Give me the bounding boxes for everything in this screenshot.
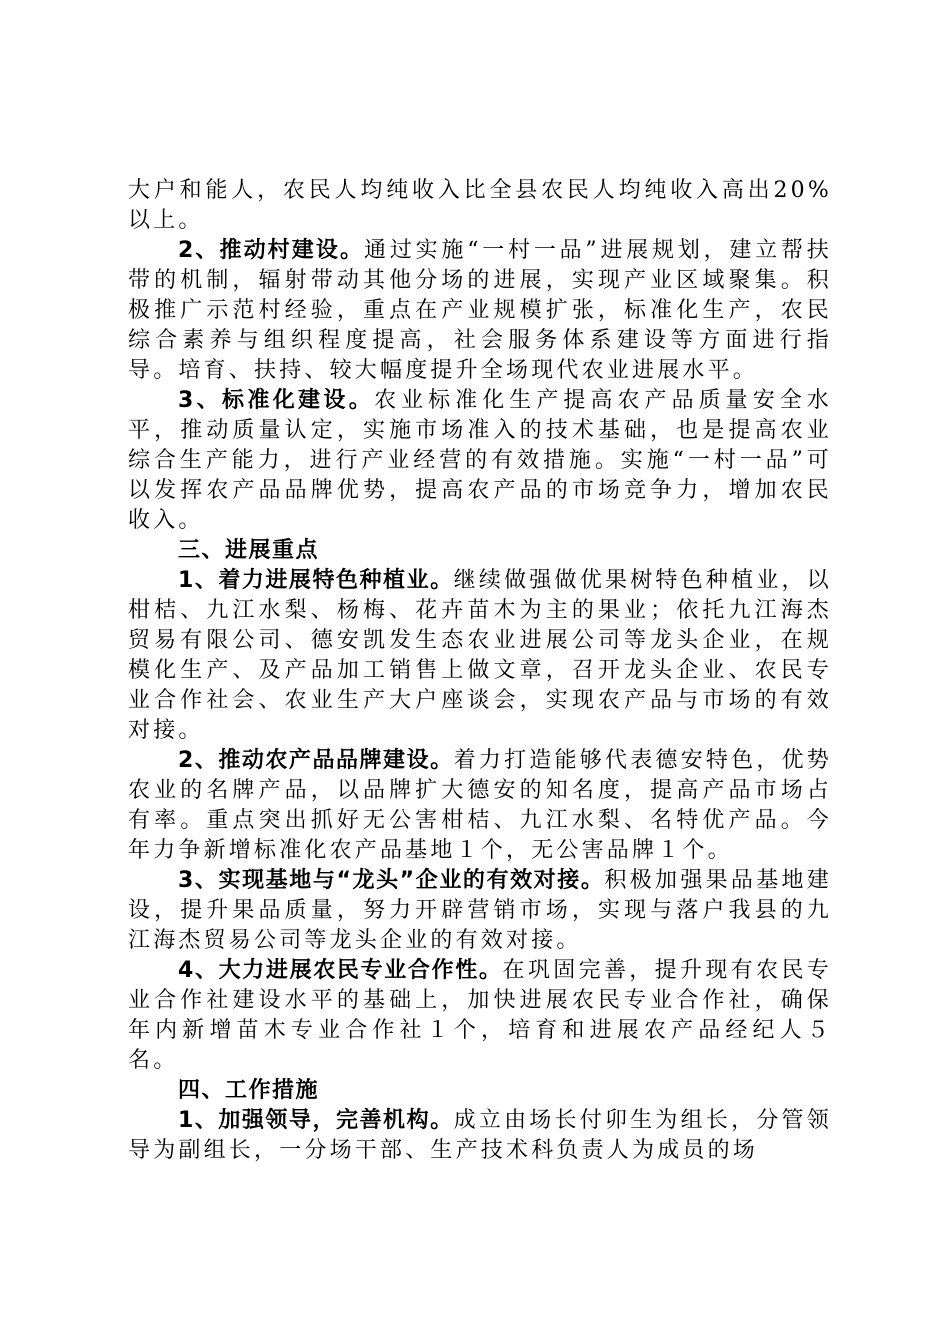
paragraph-brand-building [128,746,832,866]
paragraph-lead: 2、推动村建设。 [178,238,365,263]
paragraph-village-construction [128,236,832,386]
paragraph-cooperatives [128,956,832,1076]
paragraph-lead: 1、着力进展特色种植业。 [178,568,454,593]
paragraph-text: 在巩固完善，提升现有农民专业合作社建设水平的基础上，加快进展农民专业合作社，确保年内新增苗木专业合作社１个，培育和进展农产品经纪人５名。 [128,958,832,1073]
paragraph-continuation [128,176,832,236]
paragraph-text: 继续做强做优果树特色种植业，以柑桔、九江水梨、杨梅、花卉苗木为主的果业；依托九江海杰贸易有限公司、德安凯发生态农业进展公司等龙头企业，在规模化生产、及产品加工销售上做文章，召开龙头企业、农民专业合作社会、农业生产大户座谈会，实现农产品与市场的有效对接。 [128,568,832,743]
paragraph-standardization [128,386,832,536]
paragraph-leadership [128,1106,832,1166]
paragraph-text: 着力打造能够代表德安特色，优势农业的名牌产品，以品牌扩大德安的知名度，提高产品市场占有率。重点突出抓好无公害柑桔、九江水梨、名特优产品。今年力争新增标准化农产品基地１个，无公害品牌１个。 [128,748,832,863]
paragraph-text: 积极加强果品基地建设，提升果品质量，努力开辟营销市场，实现与落户我县的九江海杰贸易公司等龙头企业的有效对接。 [128,868,832,953]
paragraph-text: 农业标准化生产提高农产品质量安全水平，推动质量认定，实施市场准入的技术基础，也是提高农业综合生产能力，进行产业经营的有效措施。实施“一村一品”可以发挥农产品品牌优势，提高农产品的市场竞争力，增加农民收入。 [128,388,833,533]
paragraph-lead: 3、标准化建设。 [178,388,375,413]
section-heading-3: 三、进展重点 [178,538,320,563]
paragraph-special-planting [128,566,832,746]
paragraph-text: 大户和能人，农民人均纯收入比全县农民人均纯收入高出20%以上。 [128,178,832,233]
section-heading-4: 四、工作措施 [178,1078,320,1103]
paragraph-text: 成立由场长付卯生为组长，分管领导为副组长，一分场干部、生产技术科负责人为成员的场 [128,1108,832,1163]
paragraph-lead: 3、实现基地与“龙头”企业的有效对接。 [178,868,605,893]
paragraph-lead: 4、大力进展农民专业合作性。 [178,958,503,983]
document-page [128,176,832,1166]
paragraph-text: 通过实施“一村一品”进展规划，建立帮扶带的机制，辐射带动其他分场的进展，实现产业区域聚集。积极推广示范村经验，重点在产业规模扩张，标准化生产，农民综合素养与组织程度提高，社会服务体系建设等方面进行指导。培育、扶持、较大幅度提升全场现代农业进展水平。 [128,238,832,383]
paragraph-lead: 2、推动农产品品牌建设。 [178,748,454,773]
paragraph-base-docking [128,866,832,956]
paragraph-lead: 1、加强领导，完善机构。 [178,1108,454,1133]
